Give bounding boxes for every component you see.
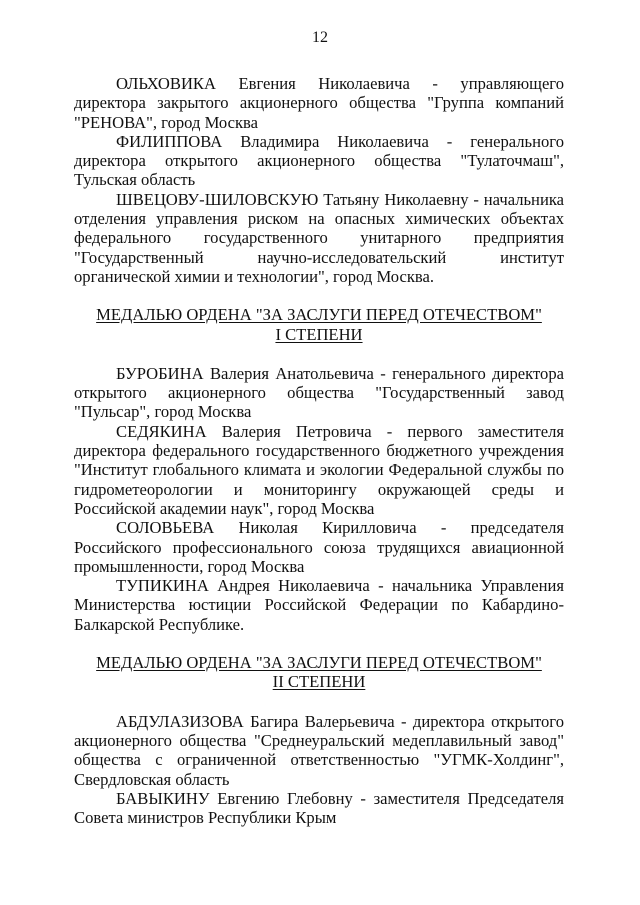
section-heading-degree: I СТЕПЕНИ (275, 324, 363, 344)
section-heading-line: МЕДАЛЬЮ ОРДЕНА "ЗА ЗАСЛУГИ ПЕРЕД ОТЕЧЕСТВОМ" (96, 653, 542, 673)
award-entry: АБДУЛАЗИЗОВА Багира Валерьевича - директора открытого акционерного общества "Среднеуральский медеплавильный завод" общества с ограниченной ответственностью "УГМК-Холдинг", Свердловская область (74, 711, 564, 789)
award-entry: ТУПИКИНА Андрея Николаевича - начальника Управления Министерства юстиции Российской Федерации по Кабардино-Балкарской Республике. (74, 576, 564, 634)
section-heading-second-degree (74, 653, 564, 692)
award-entry: СЕДЯКИНА Валерия Петровича - первого заместителя директора федерального государственного бюджетного учреждения "Институт глобального климата и экологии Федеральной службы по гидрометеорологии и мониторингу окружающей среды и Российской академии наук", город Москва (74, 421, 564, 518)
decree-text (74, 74, 564, 827)
award-entry: СОЛОВЬЕВА Николая Кирилловича - председателя Российского профессионального союза трудящихся авиационной промышленности, город Москва (74, 518, 564, 576)
award-entry: ОЛЬХОВИКА Евгения Николаевича - управляющего директора закрытого акционерного общества "Группа компаний "РЕНОВА", город Москва (74, 74, 564, 132)
section-heading-first-degree (74, 305, 564, 344)
award-entry: ШВЕЦОВУ-ШИЛОВСКУЮ Татьяну Николаевну - начальника отделения управления риском на опасных химических объектах федерального государственного унитарного предприятия "Государственный научно-исследовательский институт органической химии и технологии", город Москва. (74, 189, 564, 286)
page-number: 12 (312, 29, 328, 46)
award-entry: БАВЫКИНУ Евгению Глебовну - заместителя Председателя Совета министров Республики Крым (74, 788, 564, 828)
section-heading-line: МЕДАЛЬЮ ОРДЕНА "ЗА ЗАСЛУГИ ПЕРЕД ОТЕЧЕСТВОМ" (96, 305, 542, 325)
award-entry: БУРОБИНА Валерия Анатольевича - генерального директора открытого акционерного общества "Государственный завод "Пульсар", город Москва (74, 363, 564, 422)
award-entry: ФИЛИППОВА Владимира Николаевича - генерального директора открытого акционерного общества "Тулаточмаш", Тульская область (74, 131, 564, 190)
section-heading-degree: II СТЕПЕНИ (272, 672, 366, 692)
